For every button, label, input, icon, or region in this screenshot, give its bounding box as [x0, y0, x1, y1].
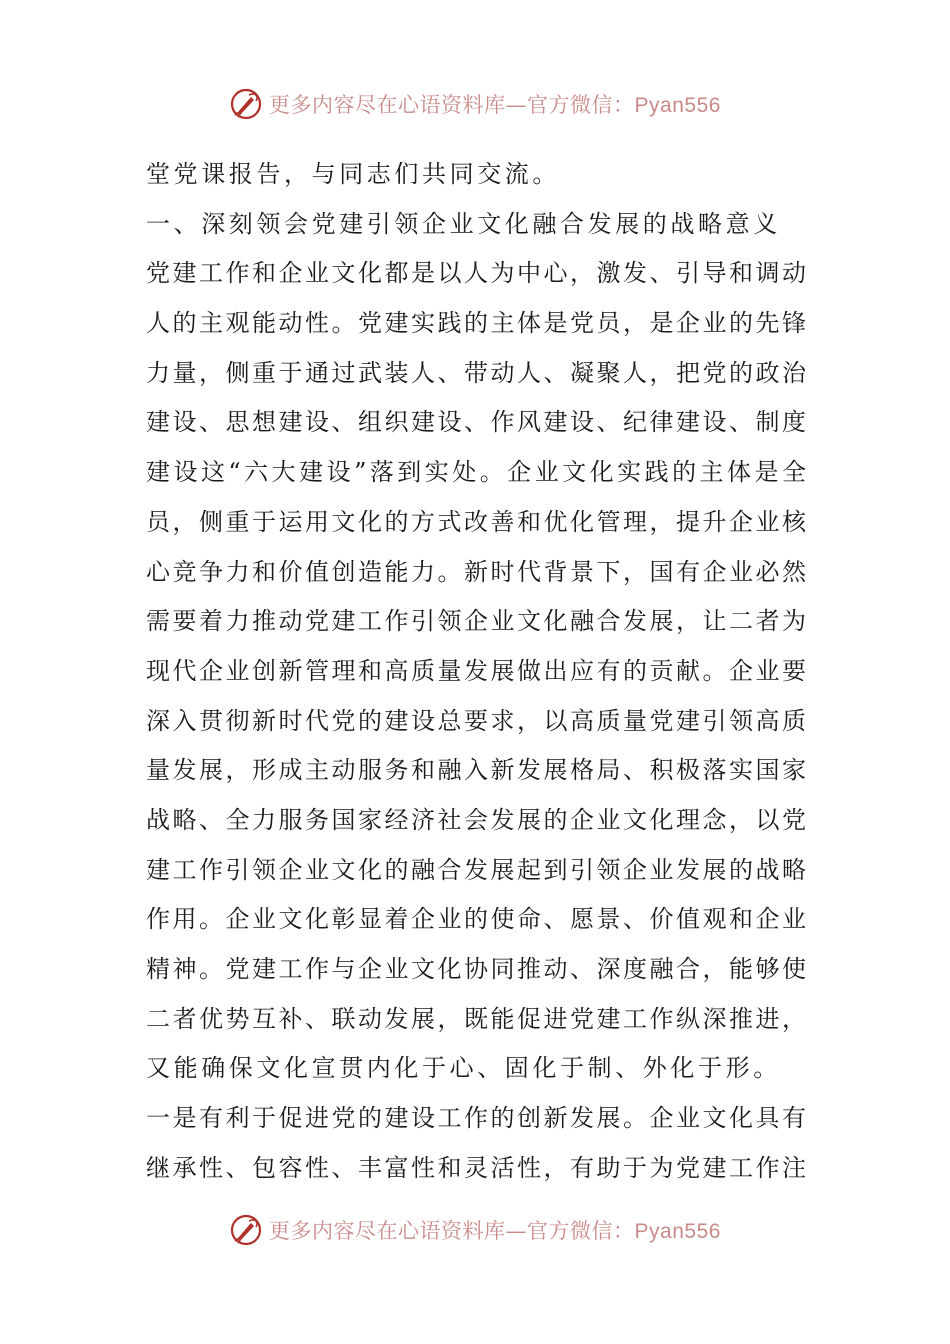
- text-line: 党建工作和企业文化都是以人为中心，激发、引导和调动: [146, 259, 806, 288]
- text-line: 作用。企业文化彰显着企业的使命、愿景、价值观和企业: [146, 905, 806, 934]
- pen-logo-icon: [229, 87, 263, 121]
- header-banner-text: 更多内容尽在心语资料库—官方微信：Pyan556: [269, 93, 721, 117]
- text-line: 建设这“六大建设”落到实处。企业文化实践的主体是全: [146, 458, 806, 487]
- text-line: 员，侧重于运用文化的方式改善和优化管理，提升企业核: [146, 507, 806, 536]
- text-line: 二者优势互补、联动发展，既能促进党建工作纵深推进，: [146, 1004, 806, 1033]
- text-line: 深入贯彻新时代党的建设总要求，以高质量党建引领高质: [146, 706, 806, 735]
- text-line: 又能确保文化宣贯内化于心、固化于制、外化于形。: [146, 1054, 781, 1083]
- footer-banner-text: 更多内容尽在心语资料库—官方微信：Pyan556: [269, 1219, 721, 1243]
- text-line: 建设、思想建设、组织建设、作风建设、纪律建设、制度: [146, 408, 806, 437]
- footer-banner: [0, 1210, 950, 1250]
- text-line: 需要着力推动党建工作引领企业文化融合发展，让二者为: [146, 607, 806, 636]
- text-line: 人的主观能动性。党建实践的主体是党员，是企业的先锋: [146, 309, 806, 338]
- text-line: 堂党课报告，与同志们共同交流。: [146, 160, 560, 188]
- text-line: 心竞争力和价值创造能力。新时代背景下，国有企业必然: [146, 557, 806, 586]
- text-line: 建工作引领企业文化的融合发展起到引领企业发展的战略: [146, 855, 806, 884]
- document-body: [146, 150, 806, 1193]
- header-wechat-handle: Pyan556: [634, 94, 721, 117]
- section-heading: 一、深刻领会党建引领企业文化融合发展的战略意义: [146, 209, 781, 238]
- text-line: 现代企业创新管理和高质量发展做出应有的贡献。企业要: [146, 656, 806, 685]
- header-banner: [0, 84, 950, 124]
- text-line: 量发展，形成主动服务和融入新发展格局、积极落实国家: [146, 756, 806, 785]
- text-line: 精神。党建工作与企业文化协同推动、深度融合，能够使: [146, 955, 806, 983]
- text-line: 继承性、包容性、丰富性和灵活性，有助于为党建工作注: [146, 1153, 806, 1182]
- text-line: 力量，侧重于通过武装人、带动人、凝聚人，把党的政治: [146, 358, 806, 387]
- text-line: 战略、全力服务国家经济社会发展的企业文化理念，以党: [146, 805, 806, 834]
- pen-logo-icon: [229, 1213, 263, 1247]
- text-line: 一是有利于促进党的建设工作的创新发展。企业文化具有: [146, 1104, 806, 1133]
- footer-wechat-handle: Pyan556: [634, 1220, 721, 1243]
